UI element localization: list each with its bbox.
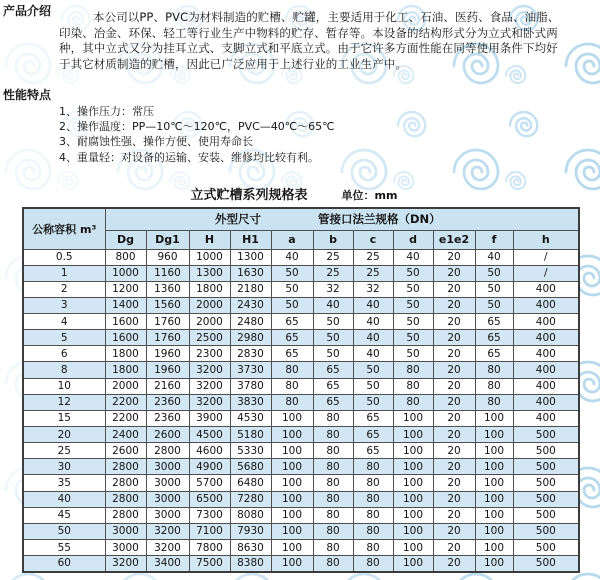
spec-cell: 3200 [189, 362, 230, 378]
spec-cell: 80 [393, 378, 433, 394]
spec-cell: 3000 [146, 459, 189, 475]
sub-header-cell: h [513, 230, 579, 249]
spec-cell: 3200 [189, 394, 230, 410]
spec-cell: 20 [433, 491, 475, 507]
spec-cell: 2000 [189, 297, 230, 313]
spec-cell: 20 [433, 540, 475, 556]
spec-cell: 3780 [230, 378, 271, 394]
spec-cell: 20 [433, 265, 475, 281]
spec-cell: 100 [475, 556, 513, 572]
spec-cell: 20 [433, 249, 475, 265]
spec-cell: 80 [271, 378, 313, 394]
spec-cell: 2000 [189, 314, 230, 330]
volume-cell: 15 [23, 410, 105, 426]
sub-header-cell: b [313, 230, 353, 249]
spec-cell: 100 [475, 507, 513, 523]
spec-cell: 65 [475, 314, 513, 330]
table-row [23, 443, 579, 459]
spec-cell: 2360 [146, 410, 189, 426]
spec-cell: 2430 [230, 297, 271, 313]
table-unit-label: 单位：mm [341, 189, 398, 202]
table-row [23, 410, 579, 426]
spec-cell: 400 [513, 297, 579, 313]
sub-header-cell: Dg [105, 230, 146, 249]
spec-cell: 500 [513, 556, 579, 572]
spec-cell: 8380 [230, 556, 271, 572]
spec-cell: 100 [475, 410, 513, 426]
volume-cell: 4 [23, 314, 105, 330]
spec-cell: 400 [513, 330, 579, 346]
spec-cell: 80 [353, 475, 393, 491]
volume-cell: 30 [23, 459, 105, 475]
spec-cell: / [513, 265, 579, 281]
spec-cell: 2800 [105, 507, 146, 523]
volume-cell: 1 [23, 265, 105, 281]
table-title-row [0, 184, 594, 203]
volume-cell: 2 [23, 281, 105, 297]
spec-cell: 50 [393, 346, 433, 362]
volume-cell: 55 [23, 540, 105, 556]
spec-cell: 3830 [230, 394, 271, 410]
volume-cell: 60 [23, 556, 105, 572]
spec-cell: 2400 [105, 427, 146, 443]
spec-cell: 2800 [105, 459, 146, 475]
spec-cell: 100 [271, 410, 313, 426]
intro-line: 种，其中立式又分为挂耳立式、支脚立式和平底立式。由于它许多方面性能在同等使用条件下均好 [59, 41, 558, 55]
intro-paragraph [59, 10, 580, 72]
table-row [23, 330, 579, 346]
spec-cell: 500 [513, 443, 579, 459]
spec-cell: 100 [271, 523, 313, 539]
spec-cell: 65 [475, 346, 513, 362]
spec-cell: 3000 [105, 523, 146, 539]
spec-cell: 50 [271, 281, 313, 297]
spec-cell: 40 [353, 314, 393, 330]
spec-cell: 400 [513, 314, 579, 330]
spec-cell: 2200 [105, 410, 146, 426]
spec-cell: 25 [313, 249, 353, 265]
spec-cell: 32 [353, 281, 393, 297]
spec-cell: 80 [271, 362, 313, 378]
spec-cell: 1760 [146, 330, 189, 346]
spec-cell: 7930 [230, 523, 271, 539]
intro-heading: 产品介绍 [3, 4, 52, 18]
spec-cell: 100 [475, 523, 513, 539]
spec-cell: / [513, 249, 579, 265]
spec-cell: 80 [313, 540, 353, 556]
sub-header-cell: H1 [230, 230, 271, 249]
spec-cell: 1800 [189, 281, 230, 297]
spec-cell: 2980 [230, 330, 271, 346]
spec-cell: 2480 [230, 314, 271, 330]
spec-cell: 5680 [230, 459, 271, 475]
spec-cell: 100 [393, 556, 433, 572]
spec-cell: 100 [271, 491, 313, 507]
spec-cell: 400 [513, 410, 579, 426]
spec-cell: 2600 [146, 427, 189, 443]
spec-cell: 32 [313, 281, 353, 297]
spec-cell: 40 [353, 346, 393, 362]
spec-cell: 20 [433, 459, 475, 475]
spec-cell: 6480 [230, 475, 271, 491]
spec-cell: 20 [433, 297, 475, 313]
spec-cell: 8630 [230, 540, 271, 556]
spec-cell: 25 [353, 249, 393, 265]
spec-cell: 400 [513, 378, 579, 394]
spec-cell: 2800 [105, 475, 146, 491]
volume-cell: 8 [23, 362, 105, 378]
table-row [23, 394, 579, 410]
feature-item: 4、重量轻：对设备的运输、安装、维修均比较有利。 [59, 150, 319, 164]
spec-cell: 3200 [146, 523, 189, 539]
spec-cell: 100 [475, 491, 513, 507]
spec-cell: 500 [513, 523, 579, 539]
sub-header-cell: H [189, 230, 230, 249]
feature-item: 3、耐腐蚀性强、操作方便、使用寿命长 [59, 135, 253, 149]
spec-cell: 1960 [146, 346, 189, 362]
spec-cell: 100 [393, 459, 433, 475]
spec-cell: 80 [353, 523, 393, 539]
spec-cell: 80 [353, 507, 393, 523]
table-row [23, 507, 579, 523]
spec-cell: 2200 [105, 394, 146, 410]
spec-cell: 100 [393, 523, 433, 539]
spec-cell: 50 [353, 394, 393, 410]
spec-cell: 2300 [189, 346, 230, 362]
intro-line: 本公司以PP、PVC为材料制造的贮槽、贮罐，主要适用于化工、石油、医药、食品、油脂、 [93, 10, 560, 24]
volume-cell: 12 [23, 394, 105, 410]
spec-cell: 7280 [230, 491, 271, 507]
spec-cell: 20 [433, 330, 475, 346]
spec-cell: 1200 [105, 281, 146, 297]
spec-cell: 1560 [146, 297, 189, 313]
spec-cell: 3400 [146, 556, 189, 572]
spec-cell: 1800 [105, 346, 146, 362]
spec-cell: 500 [513, 540, 579, 556]
spec-cell: 80 [475, 378, 513, 394]
spec-cell: 2800 [105, 491, 146, 507]
spec-table [22, 207, 580, 573]
spec-cell: 80 [271, 394, 313, 410]
spec-cell: 40 [313, 297, 353, 313]
flange-spec-label: 管接口法兰规格（DN） [317, 212, 441, 227]
spec-cell: 1360 [146, 281, 189, 297]
spec-cell: 65 [271, 330, 313, 346]
spec-cell: 40 [271, 249, 313, 265]
volume-cell: 6 [23, 346, 105, 362]
table-row [23, 459, 579, 475]
spec-cell: 50 [271, 297, 313, 313]
spec-cell: 400 [513, 346, 579, 362]
spec-cell: 1800 [105, 362, 146, 378]
volume-cell: 0.5 [23, 249, 105, 265]
features-list [59, 104, 335, 165]
intro-line: 印染、冶金、环保、轻工等行业生产中物料的贮存、暂存等。本设备的结构形式分为立式和卧式两 [59, 25, 558, 40]
spec-cell: 50 [475, 297, 513, 313]
spec-cell: 50 [475, 281, 513, 297]
spec-cell: 80 [393, 362, 433, 378]
spec-cell: 25 [313, 265, 353, 281]
table-row [23, 314, 579, 330]
sub-header-cell: c [353, 230, 393, 249]
spec-cell: 80 [393, 394, 433, 410]
spec-cell: 2800 [146, 443, 189, 459]
spec-cell: 1000 [189, 249, 230, 265]
spec-cell: 500 [513, 459, 579, 475]
spec-cell: 65 [313, 394, 353, 410]
table-row [23, 491, 579, 507]
spec-cell: 100 [271, 475, 313, 491]
spec-cell: 100 [393, 410, 433, 426]
table-row [23, 346, 579, 362]
spec-cell: 40 [353, 330, 393, 346]
spec-cell: 80 [313, 427, 353, 443]
table-row [23, 249, 579, 265]
spec-cell: 3000 [146, 475, 189, 491]
spec-cell: 50 [313, 346, 353, 362]
spec-cell: 7300 [189, 507, 230, 523]
spec-cell: 65 [475, 330, 513, 346]
volume-cell: 35 [23, 475, 105, 491]
spec-cell: 3000 [146, 491, 189, 507]
spec-cell: 80 [313, 410, 353, 426]
spec-cell: 20 [433, 346, 475, 362]
features-heading: 性能特点 [3, 88, 52, 102]
spec-cell: 100 [475, 540, 513, 556]
spec-cell: 100 [271, 427, 313, 443]
spec-cell: 65 [271, 346, 313, 362]
sub-header-cell: e1e2 [433, 230, 475, 249]
spec-cell: 80 [475, 394, 513, 410]
spec-cell: 3200 [146, 540, 189, 556]
spec-cell: 1000 [105, 265, 146, 281]
spec-cell: 4900 [189, 459, 230, 475]
spec-cell: 1400 [105, 297, 146, 313]
spec-cell: 80 [353, 459, 393, 475]
spec-cell: 1300 [230, 249, 271, 265]
spec-cell: 500 [513, 507, 579, 523]
spec-cell: 1300 [189, 265, 230, 281]
spec-cell: 4500 [189, 427, 230, 443]
spec-cell: 1600 [105, 314, 146, 330]
spec-cell: 2360 [146, 394, 189, 410]
volume-cell: 20 [23, 427, 105, 443]
spec-cell: 2600 [105, 443, 146, 459]
spec-cell: 80 [313, 507, 353, 523]
spec-cell: 3200 [189, 378, 230, 394]
spec-cell: 50 [353, 362, 393, 378]
spec-cell: 20 [433, 281, 475, 297]
sub-header-cell: Dg1 [146, 230, 189, 249]
spec-cell: 100 [271, 540, 313, 556]
table-row [23, 378, 579, 394]
spec-cell: 50 [313, 314, 353, 330]
spec-cell: 1600 [105, 330, 146, 346]
spec-cell: 3200 [105, 556, 146, 572]
spec-cell: 50 [475, 265, 513, 281]
spec-cell: 2500 [189, 330, 230, 346]
spec-cell: 100 [271, 459, 313, 475]
table-row [23, 265, 579, 281]
spec-cell: 20 [433, 362, 475, 378]
spec-cell: 25 [353, 265, 393, 281]
table-row [23, 362, 579, 378]
spec-cell: 40 [353, 297, 393, 313]
spec-cell: 20 [433, 475, 475, 491]
spec-cell: 20 [433, 410, 475, 426]
spec-cell: 80 [313, 491, 353, 507]
spec-cell: 1760 [146, 314, 189, 330]
sub-header-cell: f [475, 230, 513, 249]
spec-cell: 100 [271, 556, 313, 572]
spec-cell: 4530 [230, 410, 271, 426]
volume-cell: 25 [23, 443, 105, 459]
spec-cell: 80 [313, 523, 353, 539]
spec-cell: 5330 [230, 443, 271, 459]
spec-cell: 80 [313, 443, 353, 459]
spec-cell: 20 [433, 523, 475, 539]
spec-cell: 50 [393, 265, 433, 281]
spec-cell: 500 [513, 475, 579, 491]
spec-cell: 1160 [146, 265, 189, 281]
spec-cell: 100 [475, 475, 513, 491]
spec-cell: 20 [433, 507, 475, 523]
spec-cell: 20 [433, 427, 475, 443]
spec-cell: 800 [105, 249, 146, 265]
spec-cell: 65 [313, 378, 353, 394]
spec-cell: 500 [513, 491, 579, 507]
spec-cell: 80 [353, 540, 393, 556]
spec-cell: 2830 [230, 346, 271, 362]
table-row [23, 297, 579, 313]
sub-header-cell: a [271, 230, 313, 249]
spec-cell: 65 [271, 314, 313, 330]
spec-cell: 80 [353, 556, 393, 572]
spec-cell: 20 [433, 556, 475, 572]
spec-cell: 50 [393, 314, 433, 330]
volume-cell: 50 [23, 523, 105, 539]
spec-cell: 1960 [146, 362, 189, 378]
table-row [23, 475, 579, 491]
volume-cell: 3 [23, 297, 105, 313]
spec-cell: 80 [313, 556, 353, 572]
volume-cell: 5 [23, 330, 105, 346]
table-row [23, 540, 579, 556]
spec-cell: 3000 [146, 507, 189, 523]
intro-line: 于其它材质制造的贮槽，因此已广泛应用于上述行业的工业生产中。 [59, 56, 407, 71]
spec-cell: 50 [393, 281, 433, 297]
table-row [23, 523, 579, 539]
spec-cell: 80 [313, 459, 353, 475]
spec-cell: 7100 [189, 523, 230, 539]
outer-dimensions-label: 外型尺寸 [214, 212, 261, 227]
spec-cell: 960 [146, 249, 189, 265]
spec-cell: 8080 [230, 507, 271, 523]
spec-cell: 3730 [230, 362, 271, 378]
spec-cell: 50 [393, 330, 433, 346]
spec-cell: 50 [393, 297, 433, 313]
table-row [23, 556, 579, 572]
spec-cell: 100 [393, 507, 433, 523]
spec-cell: 7500 [189, 556, 230, 572]
spec-cell: 4600 [189, 443, 230, 459]
spec-cell: 50 [353, 378, 393, 394]
spec-cell: 5700 [189, 475, 230, 491]
spec-cell: 1630 [230, 265, 271, 281]
spec-cell: 100 [393, 475, 433, 491]
spec-cell: 65 [353, 427, 393, 443]
feature-item: 1、操作压力：常压 [59, 105, 154, 118]
spec-cell: 2180 [230, 281, 271, 297]
spec-cell: 400 [513, 281, 579, 297]
group-header-cell [105, 208, 579, 230]
spec-cell: 400 [513, 362, 579, 378]
spec-cell: 100 [271, 507, 313, 523]
table-row [23, 281, 579, 297]
table-body [23, 249, 579, 572]
spec-cell: 100 [393, 427, 433, 443]
spec-cell: 100 [475, 443, 513, 459]
spec-cell: 50 [271, 265, 313, 281]
sub-header-cell: d [393, 230, 433, 249]
spec-cell: 500 [513, 427, 579, 443]
spec-cell: 100 [475, 427, 513, 443]
spec-cell: 100 [393, 443, 433, 459]
spec-cell: 65 [353, 410, 393, 426]
spec-cell: 80 [313, 475, 353, 491]
feature-item: 2、操作温度：PP—10℃～120℃，PVC—40℃～65℃ [59, 120, 335, 134]
spec-cell: 2160 [146, 378, 189, 394]
spec-cell: 3000 [105, 540, 146, 556]
spec-cell: 20 [433, 378, 475, 394]
spec-cell: 40 [393, 249, 433, 265]
table-title: 立式贮槽系列规格表 [190, 188, 308, 203]
spec-cell: 100 [393, 491, 433, 507]
spec-cell: 65 [313, 362, 353, 378]
spec-cell: 100 [475, 459, 513, 475]
spec-cell: 400 [513, 394, 579, 410]
spec-cell: 20 [433, 314, 475, 330]
spec-cell: 5180 [230, 427, 271, 443]
spec-cell: 100 [271, 443, 313, 459]
spec-cell: 40 [475, 249, 513, 265]
spec-cell: 20 [433, 443, 475, 459]
spec-cell: 80 [475, 362, 513, 378]
volume-header-cell: 公称容积 m³ [23, 208, 105, 249]
volume-cell: 45 [23, 507, 105, 523]
volume-cell: 40 [23, 491, 105, 507]
spec-cell: 20 [433, 394, 475, 410]
spec-cell: 50 [313, 330, 353, 346]
spec-cell: 2000 [105, 378, 146, 394]
spec-cell: 6500 [189, 491, 230, 507]
spec-cell: 7800 [189, 540, 230, 556]
spec-cell: 80 [353, 491, 393, 507]
table-row [23, 427, 579, 443]
spec-cell: 65 [353, 443, 393, 459]
spec-cell: 3900 [189, 410, 230, 426]
spec-cell: 100 [393, 540, 433, 556]
volume-cell: 10 [23, 378, 105, 394]
